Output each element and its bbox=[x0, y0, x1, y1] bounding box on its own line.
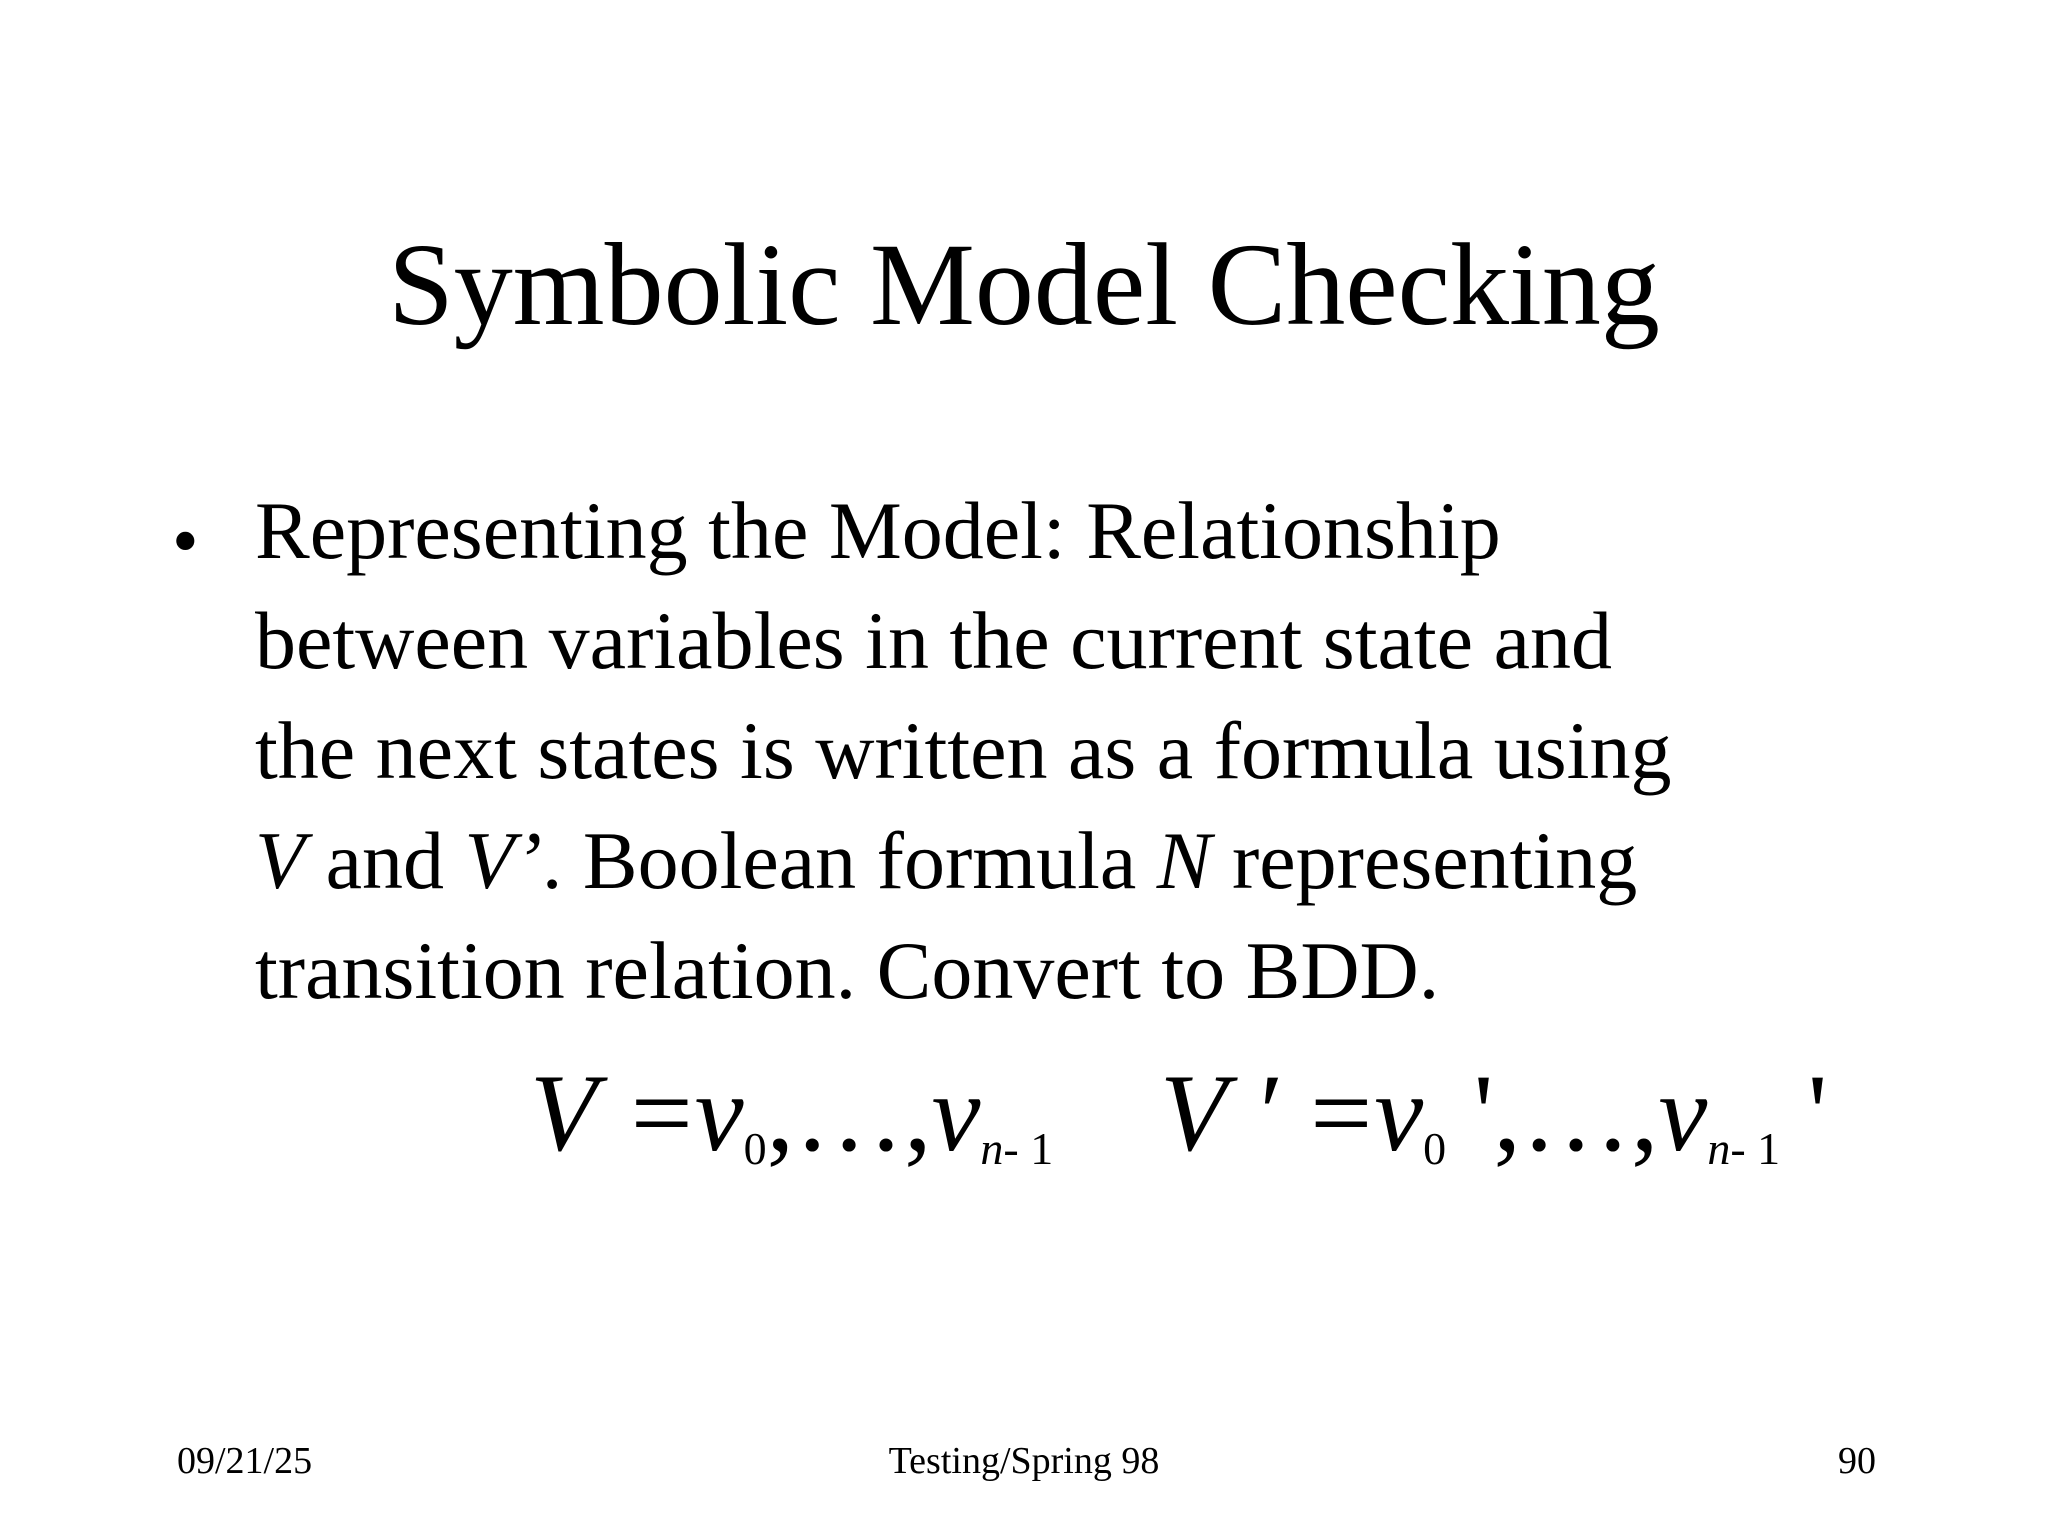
formula-current-state-vars bbox=[530, 1038, 1053, 1188]
text-representing: representing bbox=[1211, 815, 1638, 906]
bullet-line-5: transition relation. Convert to BDD. bbox=[255, 925, 1440, 1016]
bullet-line-4 bbox=[255, 806, 1955, 916]
footer-page-number: 90 bbox=[1838, 1440, 1876, 1482]
formula-left-subn-n: n bbox=[980, 1123, 1004, 1174]
formula-left-subn bbox=[980, 1123, 1053, 1174]
bullet-line-3: the next states is written as a formula using bbox=[255, 705, 1672, 796]
formula-next-state-vars bbox=[1160, 1038, 1827, 1188]
bullet-marker: • bbox=[172, 499, 199, 583]
formula-right-sub0: 0 bbox=[1423, 1123, 1447, 1174]
formula-left-subn-rest: - 1 bbox=[1003, 1123, 1054, 1174]
formula-right-subn-n: n bbox=[1707, 1123, 1731, 1174]
footer-date: 09/21/25 bbox=[177, 1440, 313, 1482]
formula-right-subn-rest: - 1 bbox=[1730, 1123, 1781, 1174]
bullet-line-1: Representing the Model: Relationship bbox=[255, 485, 1501, 576]
variable-v: V bbox=[255, 815, 306, 906]
formula-left-sub0: 0 bbox=[743, 1123, 767, 1174]
bullet-paragraph bbox=[255, 476, 1955, 1026]
formula-right-v0: v bbox=[1374, 1052, 1424, 1174]
footer-course: Testing/Spring 98 bbox=[888, 1440, 1160, 1482]
formula-left-ellipsis: ,…, bbox=[766, 1052, 932, 1174]
text-boolean-formula: . Boolean formula bbox=[541, 815, 1157, 906]
slide-title: Symbolic Model Checking bbox=[388, 219, 1660, 350]
variable-v-prime: V’ bbox=[464, 815, 542, 906]
bullet-line-2: between variables in the current state and bbox=[255, 595, 1612, 686]
formula-right-subn bbox=[1707, 1123, 1780, 1174]
formula-right-prime-end: ' bbox=[1780, 1052, 1828, 1174]
formula-right-equals: = bbox=[1282, 1052, 1373, 1174]
formula-right-lhs: V ′ bbox=[1160, 1052, 1277, 1174]
text-and: and bbox=[305, 815, 465, 906]
formula-right-prime-ellipsis: ',…, bbox=[1446, 1052, 1659, 1174]
formula-right-vn: v bbox=[1658, 1052, 1708, 1174]
variable-n: N bbox=[1156, 815, 1212, 906]
formula-left-vn: v bbox=[931, 1052, 981, 1174]
formula-left-equals: = bbox=[603, 1052, 693, 1174]
formula-left-v0: v bbox=[694, 1052, 744, 1174]
formula-left-lhs: V bbox=[530, 1052, 598, 1174]
